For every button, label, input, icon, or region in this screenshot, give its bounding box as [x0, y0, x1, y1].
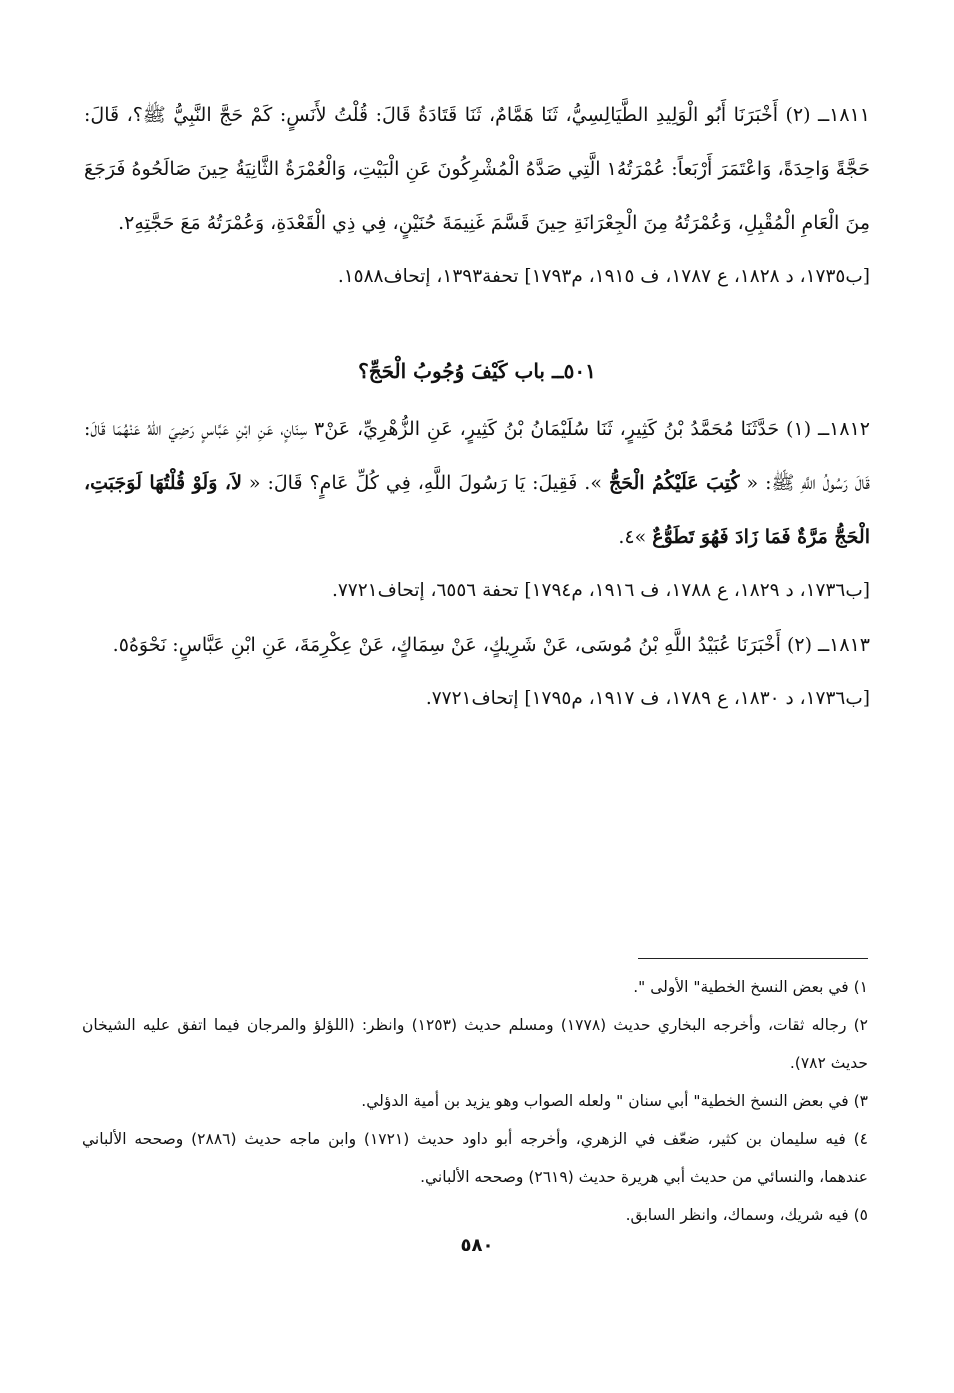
footnote-1: ١) في بعض النسخ الخطية" الأولى ".	[633, 978, 868, 996]
hadith-1811-text: ١٨١١ــ (٢) أَخْبَرَنَا أَبُو الْوَلِيدِ الطَّيَالِسِيُّ، ثَنَا هَمَّامٌ، ثَنَا قَتَادَةُ قَالَ: قُلْتُ لأَنَسٍ: كَمْ حَجَّ النَّبِيُّ ﷺ؟، قَالَ: حَجَّةً وَاحِدَةً، وَاعْتَمَرَ أَرْبَعاً: عُمْرَتُهُ١ الَّتِي صَدَّهُ الْمُشْرِكُونَ عَنِ الْبَيْتِ، وَالْعُمْرَةُ الثَّانِيَةُ حِينَ صَالَحُوهُ فَرَجَعَ مِنَ الْعَامِ الْمُقْبِلِ، وَعُمْرَتُهُ مِنَ الْجِعْرَانَةِ حِينَ قَسَّمَ غَنِيمَةَ حُنَيْنٍ، فِي ذِي الْقَعْدَةِ، وَعُمْرَتُهُ مَعَ حَجَّتِهِ٢.	[84, 104, 870, 234]
spacer	[84, 304, 870, 344]
footnote-3: ٣) في بعض النسخ الخطية" أبي سنان " ولعله الصواب وهو يزيد بن أمية الدؤلي.	[361, 1092, 868, 1110]
hadith-1812-quote-1: كُتِبَ عَلَيْكُمُ الْحَجُّ	[608, 472, 740, 494]
footnotes	[82, 968, 868, 1234]
footnote-divider	[638, 958, 868, 959]
hadith-1813-references: [ب١٧٣٦، د ١٨٣٠، ع ١٧٨٩، ف ١٩١٧، م١٧٩٥] إتحاف٧٧٢١.	[425, 688, 870, 709]
hadith-1812-text-middle: ». فَقِيلَ: يَا رَسُولَ اللَّهِ، فِي كُلِّ عَامٍ؟ قَالَ: «	[248, 472, 602, 494]
chapter-heading: ٥٠١ــ باب كَيْفَ وُجُوبُ الْحَجِّ؟	[358, 359, 596, 383]
hadith-1812-text	[84, 402, 870, 564]
hadith-1813-text: ١٨١٣ــ (٢) أَخْبَرَنَا عُبَيْدُ اللَّهِ بْنُ مُوسَى، عَنْ شَرِيكٍ، عَنْ سِمَاكٍ، عَنْ عِكْرِمَةَ، عَنِ ابْنِ عَبَّاسٍ: نَحْوَهُ٥.	[112, 634, 870, 656]
hadith-1812-text-end: »٤.	[618, 526, 647, 548]
hadith-1812-quote-2: لاَ، وَلَوْ قُلْتُهَا لَوَجَبَتِ، الْحَجُّ مَرَّةٌ فَمَا زَادَ فَهُوَ تَطَوُّعٌ	[84, 472, 870, 548]
hadith-1812-references: [ب١٧٣٦، د ١٨٢٩، ع ١٧٨٨، ف ١٩١٦، م١٧٩٤] تحفة ٦٥٥٦، إتحاف٧٧٢١.	[331, 580, 870, 601]
footnote-2: ٢) رجاله ثقات، وأخرجه البخاري حديث (١٧٧٨) ومسلم حديث (١٢٥٣) وانظر: (اللؤلؤ والمرجان فيما اتفق عليه الشيخان حديث ٧٨٢).	[82, 1016, 868, 1072]
hadith-1811-references: [ب١٧٣٥، د ١٨٢٨، ع ١٧٨٧، ف ١٩١٥، م١٧٩٣] تحفة١٣٩٣، إتحاف١٥٨٨.	[337, 266, 870, 287]
footnote-4: ٤) فيه سليمان بن كثير، ضعّف في الزهري، وأخرجه أبو داود حديث (١٧٢١) وابن ماجه حديث (٢٨٨٦) وصححه الألباني عندهما، والنسائي من حديث أبي هريرة حديث (٢٦١٩) وصححه الألباني.	[82, 1130, 868, 1186]
hadith-1812-text-start: ١٨١٢ــ (١) حَدَّثَنَا مُحَمَّدُ بْنُ كَثِيرٍ، ثَنَا سُلَيْمَانُ بْنُ كَثِيرٍ، عَنِ الزُّهْرِيِّ، عَنْ٣ سِنَانٍ، عَنِ ابْنِ عَبَّاسٍ رَضِيَ اللهُ عَنْهُمَا قَالَ: قَالَ رَسُولُ اللَّهِ ﷺ: «	[84, 418, 870, 494]
main-text	[84, 88, 870, 726]
footnote-5: ٥) فيه شريك، وسماك، وانظر السابق.	[625, 1206, 868, 1224]
page-number: ٥٨٠	[460, 1235, 494, 1256]
